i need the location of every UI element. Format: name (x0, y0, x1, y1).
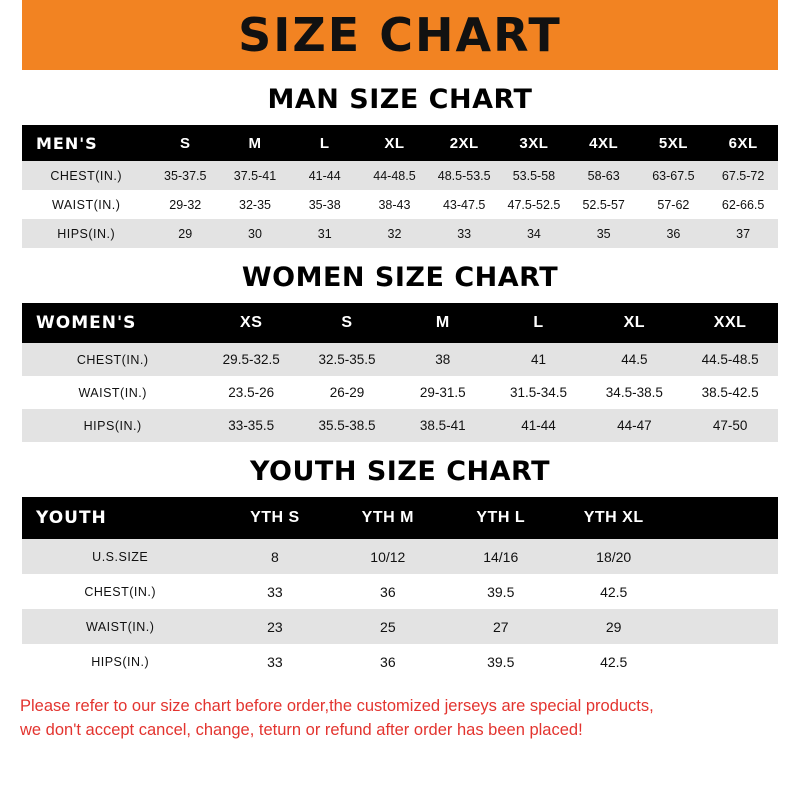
men-hips-label: HIPS(IN.) (22, 219, 150, 248)
women-hips-m: 38.5-41 (395, 409, 491, 442)
men-waist-6xl: 62-66.5 (708, 190, 778, 219)
women-waist-xl: 34.5-38.5 (586, 376, 682, 409)
men-size-4xl: 4XL (569, 125, 639, 161)
youth-hips-l: 39.5 (444, 644, 557, 679)
men-size-table (22, 125, 778, 248)
women-hips-xxl: 47-50 (682, 409, 778, 442)
table-header-row (22, 303, 778, 343)
women-hips-label: HIPS(IN.) (22, 409, 203, 442)
men-size-s: S (150, 125, 220, 161)
women-chest-xl: 44.5 (586, 343, 682, 376)
youth-chest-spacer (670, 574, 778, 609)
youth-section-title: YOUTH SIZE CHART (249, 456, 551, 487)
women-waist-l: 31.5-34.5 (491, 376, 587, 409)
men-header-label: MEN'S (22, 125, 150, 161)
youth-hips-label: HIPS(IN.) (22, 644, 218, 679)
youth-ussize-l: 14/16 (444, 539, 557, 574)
table-row (22, 644, 778, 679)
youth-table-body (22, 539, 778, 679)
women-table-body (22, 343, 778, 442)
header-right-spacer (778, 0, 800, 70)
youth-waist-xl: 29 (557, 609, 670, 644)
youth-size-section (0, 456, 800, 679)
men-size-5xl: 5XL (639, 125, 709, 161)
footer-disclaimer (20, 695, 780, 743)
header-banner (0, 0, 800, 70)
youth-size-table (22, 497, 778, 679)
youth-waist-spacer (670, 609, 778, 644)
men-chest-4xl: 58-63 (569, 161, 639, 190)
table-row (22, 161, 778, 190)
youth-ussize-spacer (670, 539, 778, 574)
table-row (22, 539, 778, 574)
women-hips-xs: 33-35.5 (203, 409, 299, 442)
men-chest-2xl: 48.5-53.5 (429, 161, 499, 190)
women-waist-label: WAIST(IN.) (22, 376, 203, 409)
footer-line-1: Please refer to our size chart before order,the customized jerseys are special products, (20, 697, 654, 715)
men-hips-m: 30 (220, 219, 290, 248)
youth-size-l: YTH L (444, 497, 557, 539)
youth-hips-s: 33 (218, 644, 331, 679)
men-hips-2xl: 33 (429, 219, 499, 248)
youth-ussize-label: U.S.SIZE (22, 539, 218, 574)
men-size-l: L (290, 125, 360, 161)
men-waist-4xl: 52.5-57 (569, 190, 639, 219)
men-waist-s: 29-32 (150, 190, 220, 219)
men-waist-label: WAIST(IN.) (22, 190, 150, 219)
women-chest-xxl: 44.5-48.5 (682, 343, 778, 376)
table-row (22, 574, 778, 609)
men-hips-5xl: 36 (639, 219, 709, 248)
youth-ussize-s: 8 (218, 539, 331, 574)
table-header-row (22, 497, 778, 539)
men-table-body (22, 161, 778, 248)
youth-hips-xl: 42.5 (557, 644, 670, 679)
women-chest-l: 41 (491, 343, 587, 376)
youth-waist-label: WAIST(IN.) (22, 609, 218, 644)
footer-line-2: we don't accept cancel, change, teturn or refund after order has been placed! (20, 720, 583, 739)
youth-chest-label: CHEST(IN.) (22, 574, 218, 609)
men-size-6xl: 6XL (708, 125, 778, 161)
women-waist-xs: 23.5-26 (203, 376, 299, 409)
youth-waist-l: 27 (444, 609, 557, 644)
women-size-s: S (299, 303, 395, 343)
table-row (22, 190, 778, 219)
men-waist-xl: 38-43 (360, 190, 430, 219)
men-waist-5xl: 57-62 (639, 190, 709, 219)
men-size-3xl: 3XL (499, 125, 569, 161)
header-left-spacer (0, 0, 22, 70)
table-row (22, 409, 778, 442)
youth-chest-xl: 42.5 (557, 574, 670, 609)
table-row (22, 219, 778, 248)
men-chest-s: 35-37.5 (150, 161, 220, 190)
women-size-table (22, 303, 778, 442)
women-waist-s: 26-29 (299, 376, 395, 409)
men-hips-3xl: 34 (499, 219, 569, 248)
women-chest-s: 32.5-35.5 (299, 343, 395, 376)
women-chest-label: CHEST(IN.) (22, 343, 203, 376)
men-hips-s: 29 (150, 219, 220, 248)
men-size-xl: XL (360, 125, 430, 161)
women-section-title: WOMEN SIZE CHART (241, 262, 559, 293)
women-header-label: WOMEN'S (22, 303, 203, 343)
table-header-row (22, 125, 778, 161)
women-chest-xs: 29.5-32.5 (203, 343, 299, 376)
women-size-section (0, 262, 800, 442)
women-waist-m: 29-31.5 (395, 376, 491, 409)
men-waist-m: 32-35 (220, 190, 290, 219)
men-chest-m: 37.5-41 (220, 161, 290, 190)
men-chest-xl: 44-48.5 (360, 161, 430, 190)
table-row (22, 376, 778, 409)
men-chest-label: CHEST(IN.) (22, 161, 150, 190)
women-size-xl: XL (586, 303, 682, 343)
men-hips-xl: 32 (360, 219, 430, 248)
women-hips-xl: 44-47 (586, 409, 682, 442)
youth-ussize-xl: 18/20 (557, 539, 670, 574)
youth-chest-m: 36 (331, 574, 444, 609)
men-waist-l: 35-38 (290, 190, 360, 219)
youth-header-spacer (670, 497, 778, 539)
men-section-title: MAN SIZE CHART (267, 84, 533, 115)
youth-table-head (22, 497, 778, 539)
men-chest-5xl: 63-67.5 (639, 161, 709, 190)
men-hips-l: 31 (290, 219, 360, 248)
women-chest-m: 38 (395, 343, 491, 376)
youth-size-s: YTH S (218, 497, 331, 539)
women-hips-s: 35.5-38.5 (299, 409, 395, 442)
women-size-m: M (395, 303, 491, 343)
men-chest-3xl: 53.5-58 (499, 161, 569, 190)
youth-size-xl: YTH XL (557, 497, 670, 539)
men-chest-6xl: 67.5-72 (708, 161, 778, 190)
women-size-xxl: XXL (682, 303, 778, 343)
youth-header-label: YOUTH (22, 497, 218, 539)
youth-size-m: YTH M (331, 497, 444, 539)
women-hips-l: 41-44 (491, 409, 587, 442)
table-row (22, 343, 778, 376)
men-waist-3xl: 47.5-52.5 (499, 190, 569, 219)
men-chest-l: 41-44 (290, 161, 360, 190)
youth-chest-l: 39.5 (444, 574, 557, 609)
table-row (22, 609, 778, 644)
youth-hips-m: 36 (331, 644, 444, 679)
women-table-head (22, 303, 778, 343)
page-title: SIZE CHART (238, 8, 562, 62)
women-waist-xxl: 38.5-42.5 (682, 376, 778, 409)
men-waist-2xl: 43-47.5 (429, 190, 499, 219)
youth-waist-s: 23 (218, 609, 331, 644)
youth-waist-m: 25 (331, 609, 444, 644)
youth-hips-spacer (670, 644, 778, 679)
women-size-xs: XS (203, 303, 299, 343)
men-hips-6xl: 37 (708, 219, 778, 248)
men-size-section (0, 84, 800, 248)
women-size-l: L (491, 303, 587, 343)
men-size-2xl: 2XL (429, 125, 499, 161)
men-table-head (22, 125, 778, 161)
men-hips-4xl: 35 (569, 219, 639, 248)
men-size-m: M (220, 125, 290, 161)
youth-ussize-m: 10/12 (331, 539, 444, 574)
youth-chest-s: 33 (218, 574, 331, 609)
